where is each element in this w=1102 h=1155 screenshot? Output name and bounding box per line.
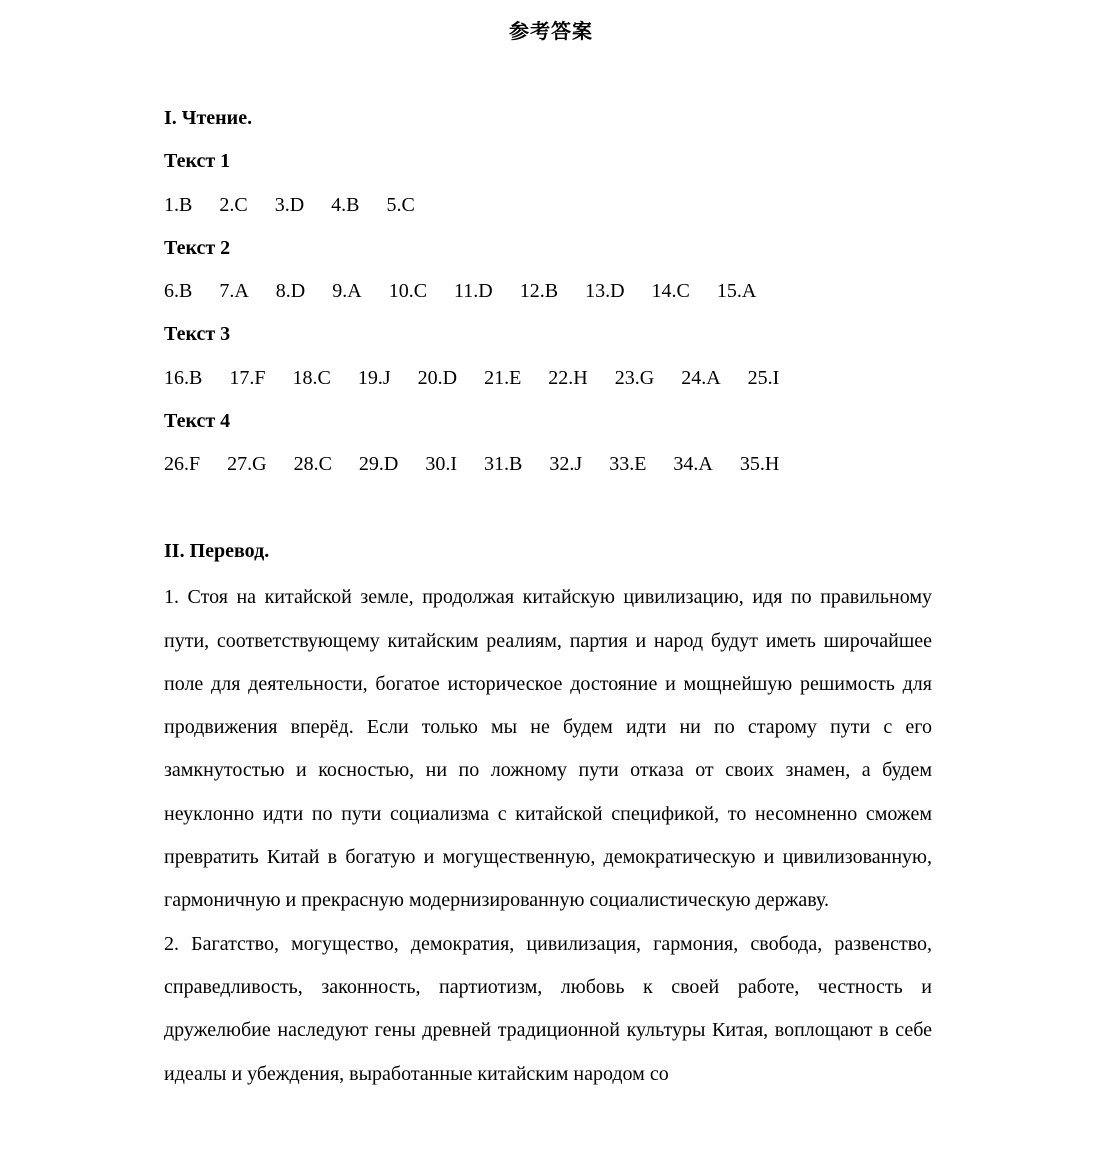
translation-paragraph: 1. Стоя на китайской земле, продолжая китайскую цивилизацию, идя по правильному пути, соответствующему китайским реалиям, партия и народ будут иметь широчайшее поле для деятельности, богатое историческое достояние и мощнейшую решимость для продвижения вперёд. Если только мы не будем идти ни по старому пути с его замкнутостью и косностью, ни по ложному пути отказа от своих знамен, а будем неуклонно идти по пути социализма с китайской спецификой, то несомненно сможем превратить Китай в богатую и могущественную, демократическую и цивилизованную, гармоничную и прекрасную модернизированную социалистическую державу.	[164, 586, 932, 912]
answer-item: 34.A	[673, 453, 713, 476]
answer-item: 22.H	[548, 366, 588, 389]
answer-item: 10.C	[388, 280, 428, 303]
text-label: Текст 1	[164, 150, 231, 173]
answer-item: 32.J	[549, 453, 583, 476]
section-heading-translation: II. Перевод.	[164, 539, 270, 562]
text-label: Текст 4	[164, 410, 231, 433]
answer-item: 18.C	[292, 366, 331, 389]
spacer	[164, 490, 932, 533]
answer-item: 24.A	[681, 366, 721, 389]
answer-item: 17.F	[229, 366, 266, 389]
section-heading-reading: I. Чтение.	[164, 107, 253, 129]
answer-item: 31.B	[484, 453, 523, 476]
answer-item: 7.A	[219, 280, 249, 303]
answer-item: 6.B	[164, 280, 193, 303]
page-title: 参考答案	[509, 19, 593, 43]
answer-item: 9.A	[332, 280, 362, 303]
answer-item: 27.G	[227, 453, 267, 476]
answer-item: 20.D	[417, 366, 458, 389]
answer-item: 1.B	[164, 193, 193, 216]
answer-item: 23.G	[614, 366, 655, 389]
answer-item: 2.C	[219, 193, 248, 216]
text-label: Текст 3	[164, 323, 231, 346]
answer-row	[164, 273, 932, 316]
text-label: Текст 2	[164, 236, 231, 259]
answer-item: 30.I	[425, 453, 458, 476]
answer-item: 25.I	[747, 366, 780, 389]
answer-row	[164, 187, 932, 230]
answer-item: 8.D	[275, 280, 306, 303]
translation-paragraph: 2. Багатство, могущество, демократия, цивилизация, гармония, свобода, развенство, справедливость, законность, партиотизм, любовь к своей работе, честность и дружелюбие наследуют гены древней традиционной культуры Китая, воплощают в себе идеалы и убеждения, выработанные китайским народом со	[164, 932, 932, 1085]
answer-item: 14.C	[651, 280, 690, 303]
answer-item: 16.B	[164, 366, 203, 389]
answer-item: 11.D	[454, 280, 493, 303]
answer-item: 21.E	[484, 366, 522, 389]
answer-item: 3.D	[274, 193, 305, 216]
answer-item: 29.D	[358, 453, 399, 476]
document-body	[164, 100, 932, 1096]
answer-item: 15.A	[716, 280, 757, 303]
answer-item: 28.C	[293, 453, 332, 476]
answer-item: 19.J	[357, 366, 391, 389]
answer-item: 26.F	[164, 453, 201, 476]
answer-item: 35.H	[739, 453, 780, 476]
answer-row	[164, 360, 932, 403]
answer-item: 5.C	[386, 193, 415, 216]
answer-row	[164, 446, 932, 489]
answer-item: 12.B	[519, 280, 559, 303]
answer-item: 4.B	[331, 193, 360, 216]
answer-item: 13.D	[585, 280, 625, 303]
answer-item: 33.E	[609, 453, 647, 476]
